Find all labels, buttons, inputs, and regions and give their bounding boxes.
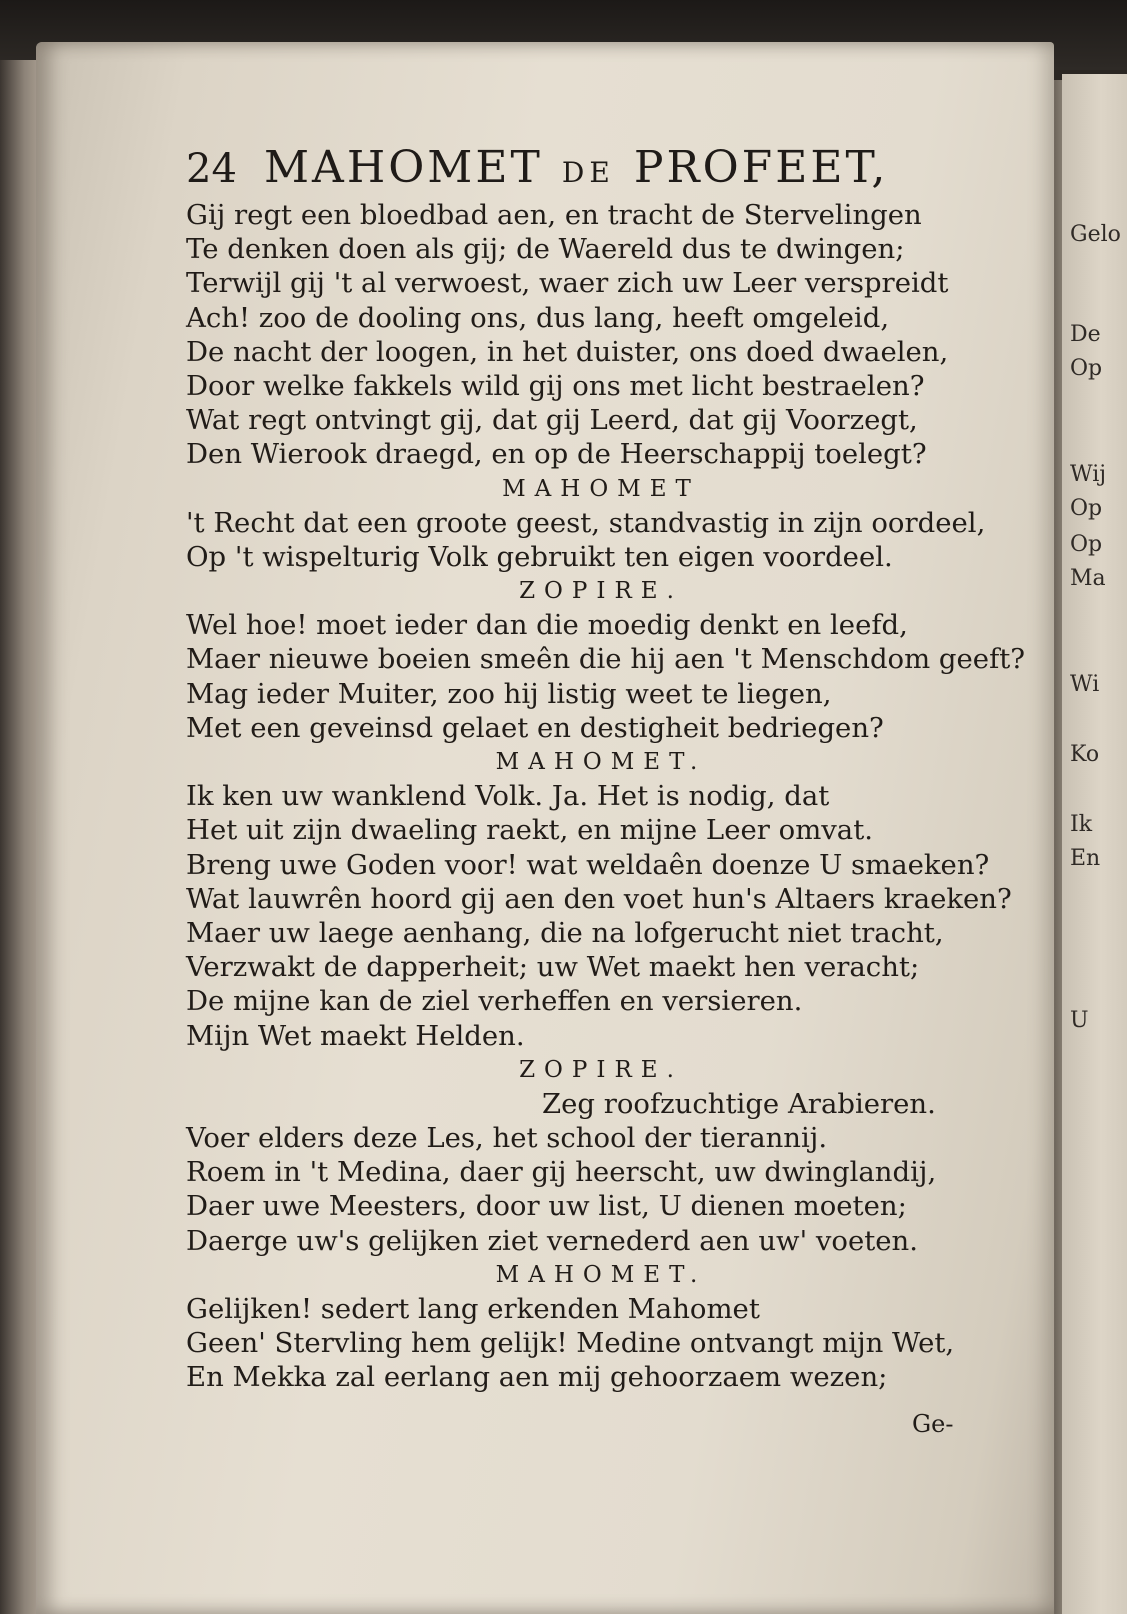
verse-line: Maer uw laege aenhang, die na lofgerucht niet tracht,	[186, 916, 944, 949]
running-title-de: DE	[561, 156, 615, 189]
verse-line: 't Recht dat een groote geest, standvastig in zijn oordeel,	[186, 506, 986, 539]
verse-line: Geen' Stervling hem gelijk! Medine ontvangt mijn Wet,	[186, 1327, 955, 1360]
verse-line: Op 't wispelturig Volk gebruikt ten eigen voordeel.	[186, 540, 893, 573]
facing-page-fragment: Wij	[1070, 462, 1107, 487]
facing-page-fragment: De	[1070, 322, 1101, 347]
running-header	[186, 142, 906, 193]
verse-line: Wat regt ontvingt gij, dat gij Leerd, dat gij Voorzegt,	[186, 404, 918, 437]
facing-page-fragment: Gelo	[1070, 222, 1121, 247]
verse-line: Het uit zijn dwaeling raekt, en mijne Leer omvat.	[186, 814, 873, 847]
verse-line: Mijn Wet maekt Helden.	[186, 1019, 525, 1052]
verse-line: Ach! zoo de dooling ons, dus lang, heeft omgeleid,	[186, 301, 890, 334]
verse-line: Te denken doen als gij; de Waereld dus te dwingen;	[186, 233, 905, 266]
verse-line: Ik ken uw wanklend Volk. Ja. Het is nodig, dat	[186, 780, 830, 813]
verse-line: Mag ieder Muiter, zoo hij listig weet te liegen,	[186, 677, 832, 710]
verse-line: Wat lauwrên hoord gij aen den voet hun's Altaers kraeken?	[186, 882, 1012, 915]
verse-line: Zeg roofzuchtige Arabieren.	[542, 1087, 936, 1120]
facing-page-fragment: Ik	[1070, 812, 1093, 837]
verse-text	[186, 198, 1026, 1395]
verse-line: Met een geveinsd gelaet en destigheit bedriegen?	[186, 711, 884, 744]
verse-line: Verzwakt de dapperheit; uw Wet maekt hen veracht;	[186, 951, 920, 984]
verse-line: Terwijl gij 't al verwoest, waer zich uw Leer verspreidt	[186, 267, 949, 300]
verse-line: Gelijken! sedert lang erkenden Mahomet	[186, 1293, 760, 1325]
verse-line: Door welke fakkels wild gij ons met licht bestraelen?	[186, 369, 925, 402]
verse-line: En Mekka zal eerlang aen mij gehoorzaem wezen;	[186, 1361, 888, 1394]
verse-line: Gij regt een bloedbad aen, en tracht de Stervelingen	[186, 199, 922, 231]
verse-line: De mijne kan de ziel verheffen en versieren.	[186, 985, 803, 1018]
verse-line: De nacht der loogen, in het duister, ons doed dwaelen,	[186, 335, 949, 368]
facing-page-fragment: Ko	[1070, 742, 1100, 767]
running-title-rest: PROFEET,	[633, 142, 889, 193]
verse-line: Roem in 't Medina, daer gij heerscht, uw dwinglandij,	[186, 1156, 937, 1189]
facing-page-fragment: Ma	[1070, 566, 1106, 591]
verse-line: Maer nieuwe boeien smeên die hij aen 't Menschdom geeft?	[186, 643, 1026, 676]
verse-line: Den Wierook draegd, en op de Heerschappij toelegt?	[186, 438, 927, 471]
facing-page-fragment: U	[1070, 1008, 1089, 1033]
running-title: MAHOMET	[264, 142, 543, 193]
speaker-name: ZOPIRE.	[519, 1056, 683, 1083]
speaker-name: ZOPIRE.	[519, 578, 683, 605]
verse-line: Voer elders deze Les, het school der tierannij.	[186, 1122, 828, 1155]
facing-page-fragment: En	[1070, 846, 1101, 871]
facing-page	[1062, 74, 1127, 1614]
verse-line: Daerge uw's gelijken ziet vernederd aen uw' voeten.	[186, 1224, 919, 1257]
verse-line: Daer uwe Meesters, door uw list, U dienen moeten;	[186, 1190, 907, 1223]
catchword: Ge-	[912, 1410, 954, 1438]
facing-page-fragment: Wi	[1070, 672, 1100, 697]
speaker-name: MAHOMET	[502, 475, 700, 502]
verse-line: Wel hoe! moet ieder dan die moedig denkt en leefd,	[186, 609, 908, 642]
facing-page-fragment: Op	[1070, 496, 1103, 521]
verse-line: Breng uwe Goden voor! wat weldaên doenze U smaeken?	[186, 848, 990, 881]
speaker-name: MAHOMET.	[495, 1261, 707, 1288]
facing-page-fragment: Op	[1070, 532, 1103, 557]
facing-page-fragment: Op	[1070, 356, 1103, 381]
page-number: 24	[186, 146, 237, 192]
speaker-name: MAHOMET.	[495, 749, 707, 775]
